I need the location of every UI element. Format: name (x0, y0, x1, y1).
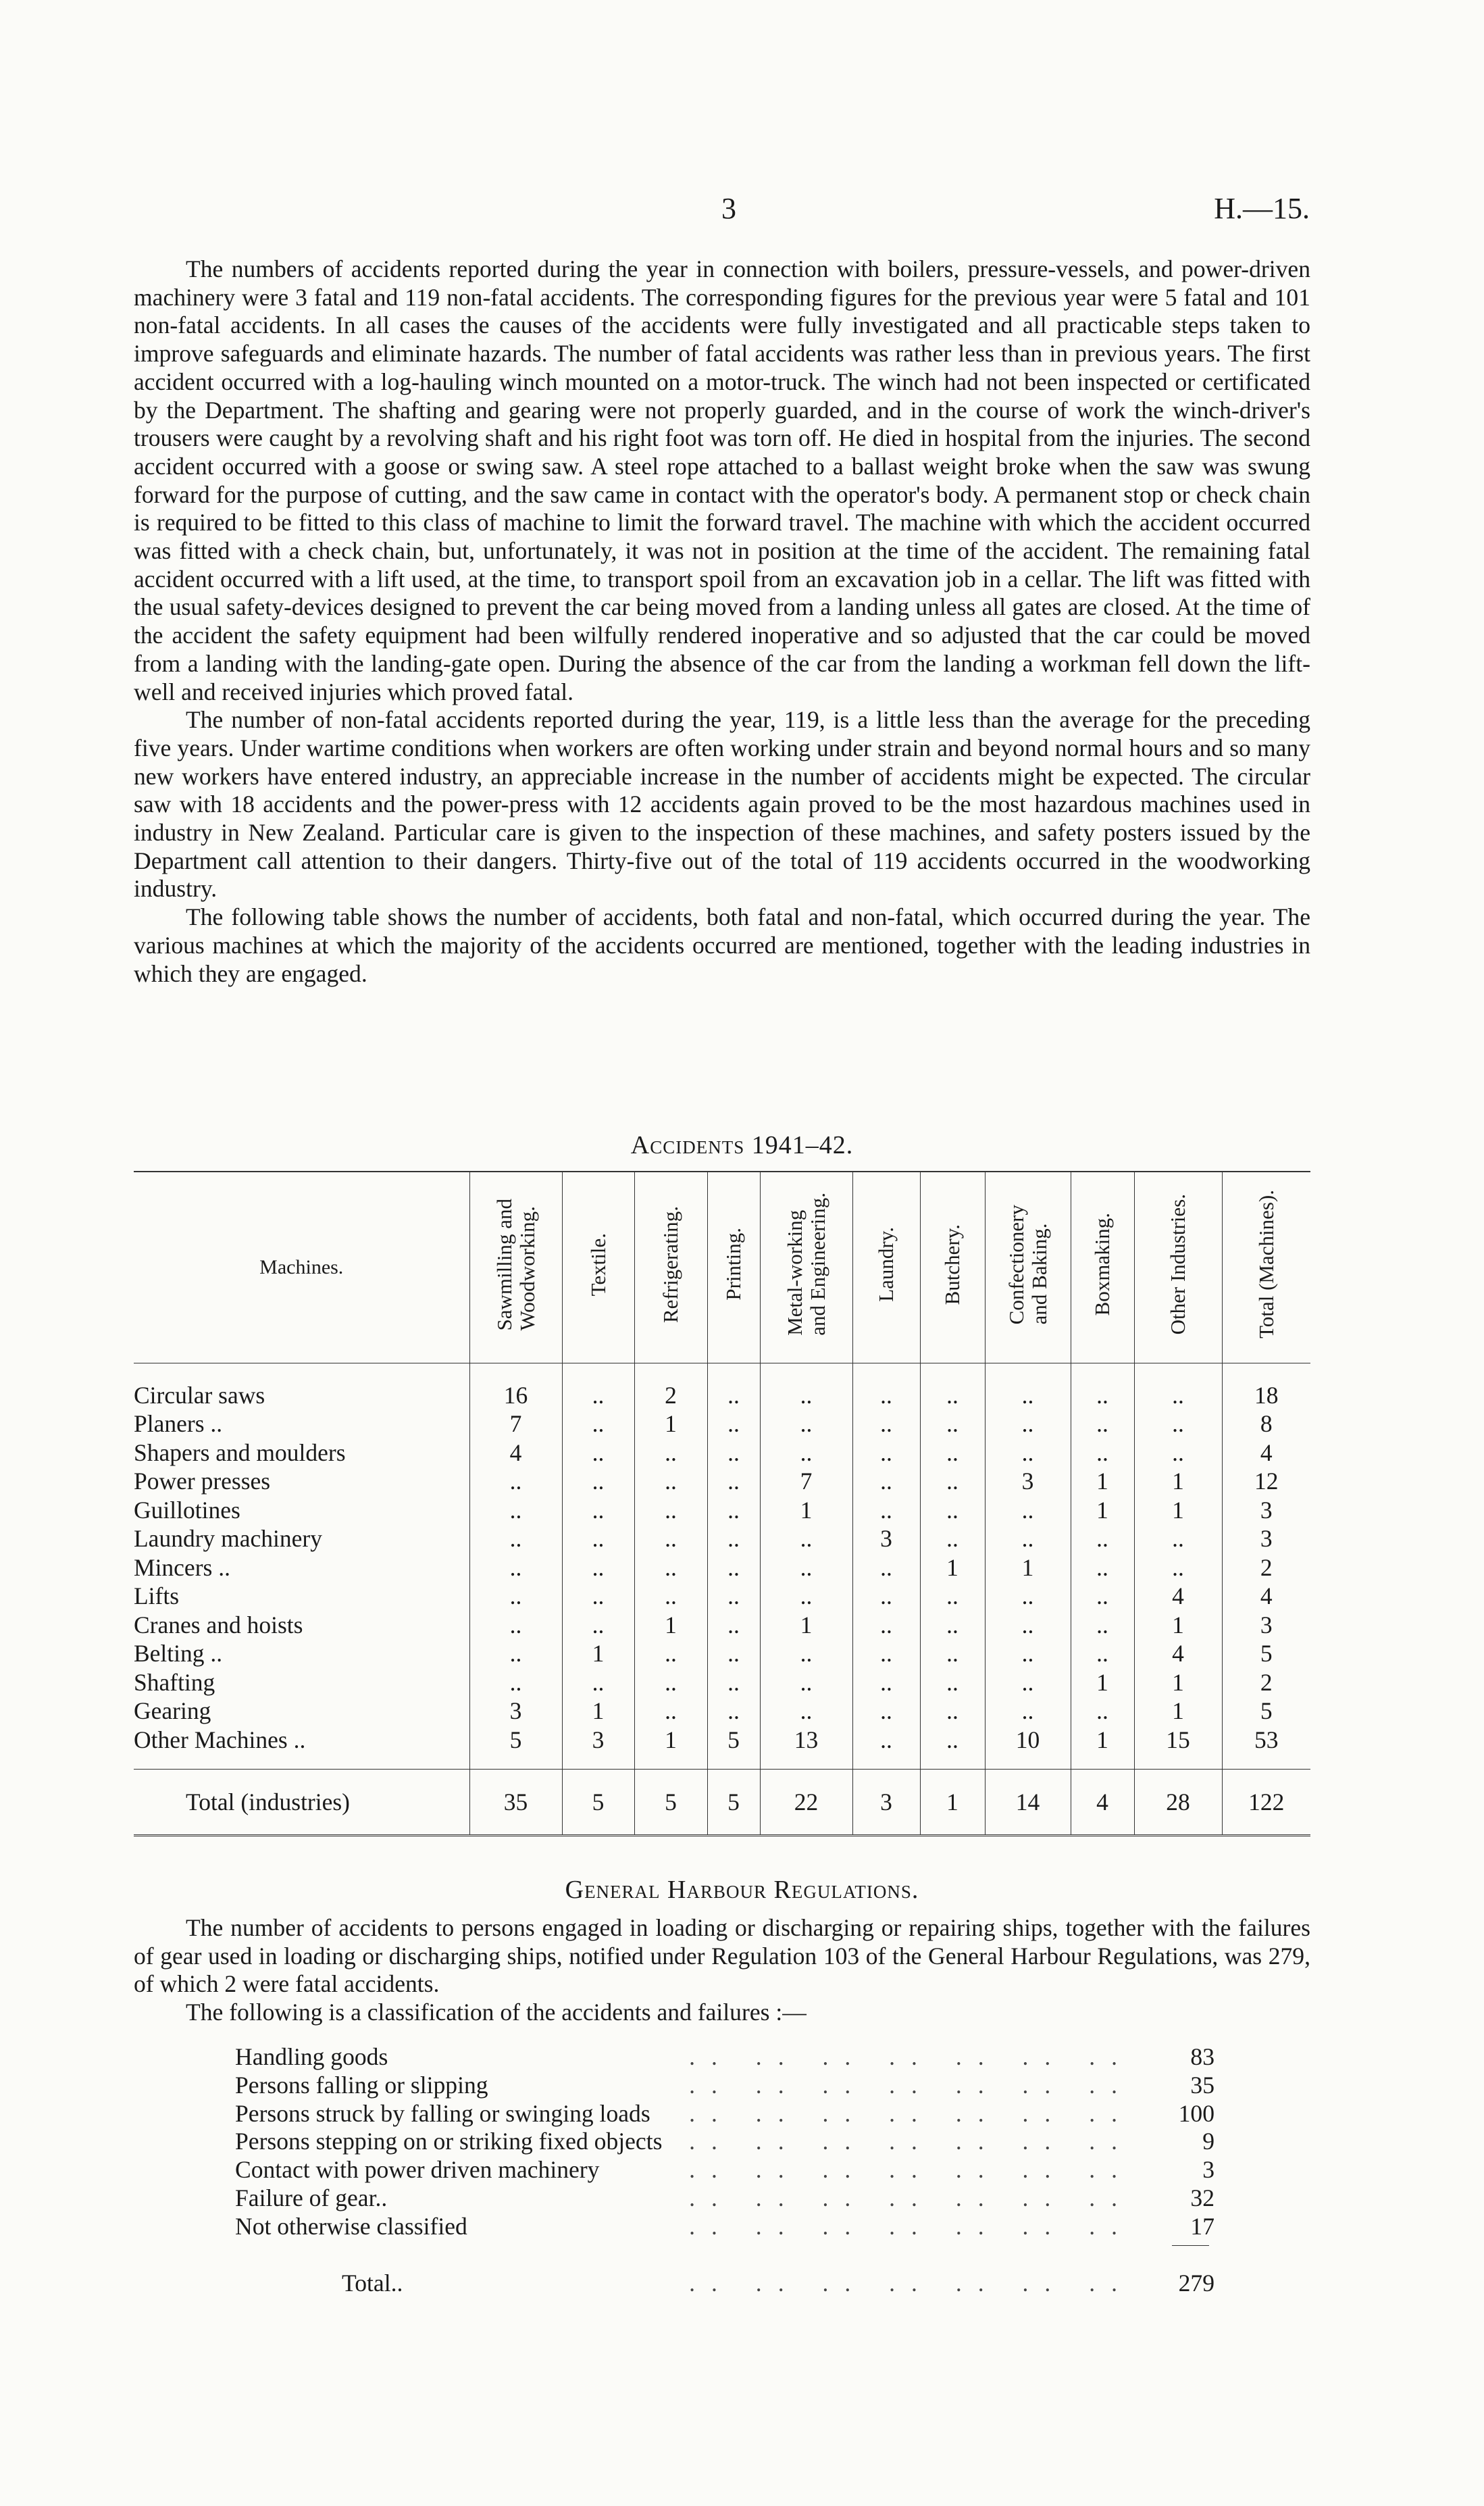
leader-dots: .. .. .. .. .. .. .. (689, 2156, 1133, 2184)
harbour-paragraph: The number of accidents to persons engaged in loading or discharging or repairing ships, together with the failures of gear used in loading or discharging ships, notified under Regulation 103 of the General Harbour Regulations, was 279, of which 2 were fatal accidents. (134, 1914, 1310, 1998)
table-cell: 5 (1222, 1639, 1310, 1668)
classification-value: 32 (1190, 2184, 1214, 2211)
table-cell: 1 (920, 1553, 985, 1582)
leader-dots: .. .. .. .. .. .. .. (689, 2184, 1133, 2211)
classification-item (235, 2155, 1214, 2184)
table-body (134, 1363, 1310, 1770)
report-body (134, 255, 1310, 988)
column-header: Boxmaking. (1071, 1172, 1134, 1363)
machine-label: Laundry machinery (134, 1525, 322, 1553)
table-cell: .. (920, 1409, 985, 1438)
machine-label: Gearing (134, 1697, 211, 1725)
table-cell: .. (985, 1438, 1071, 1468)
table-cell: .. (985, 1409, 1071, 1438)
table-cell: .. (852, 1438, 920, 1468)
table-cell: .. (1134, 1363, 1222, 1409)
machine-label: Shapers and moulders (134, 1438, 346, 1466)
machine-label: Lifts (134, 1582, 180, 1610)
machine-label: Belting .. (134, 1640, 223, 1668)
sum-rule (1172, 2245, 1209, 2246)
table-cell: .. (760, 1668, 852, 1697)
table-cell: .. (562, 1582, 634, 1611)
leader-dots: .. .. .. .. .. .. .. (689, 2043, 1133, 2070)
table-cell: .. (985, 1611, 1071, 1640)
table-cell: 1 (634, 1611, 707, 1640)
table-cell: .. (985, 1363, 1071, 1409)
leader-dots: .. .. .. .. .. .. .. (689, 2099, 1133, 2127)
machine-label: Power presses (134, 1468, 271, 1495)
classification-label: Persons falling or slipping (235, 2071, 495, 2099)
table-cell: 2 (1222, 1668, 1310, 1697)
table-cell: .. (920, 1726, 985, 1770)
table-cell: 1 (1134, 1697, 1222, 1726)
table-row (134, 1409, 1310, 1438)
table-cell: .. (920, 1438, 985, 1468)
table-cell: 1 (1071, 1726, 1134, 1770)
table-cell: .. (852, 1409, 920, 1438)
classification-value: 83 (1190, 2043, 1214, 2070)
leader-dots: .. .. .. .. .. .. .. (689, 2270, 1133, 2297)
classification-label: Contact with power driven machinery (235, 2155, 606, 2184)
table-cell: .. (469, 1582, 562, 1611)
paragraph-fatal-accidents: The numbers of accidents reported during the year in connection with boilers, pressure-vessels, and power-driven machinery were 3 fatal and 119 non-fatal accidents. The corresponding figures for the previous year were 5 fatal and 101 non-fatal accidents. In all cases the causes of the accidents were fully investigated and all practicable steps taken to improve safeguards and eliminate hazards. The number of fatal accidents was rather less than in previous years. The first accident occurred with a log-hauling winch mounted on a motor-truck. The winch had not been inspected or certificated by the Department. The shafting and gearing were not properly guarded, and in the course of work the winch-driver's trousers were caught by a revolving shaft and his right foot was torn off. He died in hospital from the injuries. The second accident occurred with a goose or swing saw. A steel rope attached to a ballast weight broke when the saw was swung forward for the purpose of cutting, and the saw came in contact with the operator's body. A permanent stop or check chain is required to be fitted to this class of machine to limit the forward travel. The machine with which the accident occurred was fitted with a check chain, but, unfortunately, it was not in position at the time of the accident. The remaining fatal accident occurred with a lift used, at the time, to transport spoil from an excavation job in a cellar. The lift was fitted with the usual safety-devices designed to prevent the car being moved from a landing unless all gates are closed. At the time of the accident the safety equipment had been wilfully rendered inoperative and so adjusted that the car could be moved from a landing with the landing-gate open. During the absence of the car from the landing a workman fell down the lift-well and received injuries which proved fatal. (134, 255, 1310, 705)
table-cell: .. (920, 1524, 985, 1553)
table-cell: .. (1071, 1409, 1134, 1438)
table-cell: .. (634, 1553, 707, 1582)
table-cell: 4 (1222, 1438, 1310, 1468)
table-cell: .. (852, 1726, 920, 1770)
table-cell: 4 (1222, 1582, 1310, 1611)
page-number: 3 (721, 192, 736, 225)
column-header: Sawmilling and Woodworking. (469, 1172, 562, 1363)
table-cell: .. (920, 1611, 985, 1640)
table-row (134, 1697, 1310, 1726)
total-label: Total (industries) (134, 1770, 469, 1836)
table-cell: .. (562, 1611, 634, 1640)
table-cell: 7 (469, 1409, 562, 1438)
table-cell: .. (707, 1438, 760, 1468)
column-header: Refrigerating. (634, 1172, 707, 1363)
table-cell: 4 (469, 1438, 562, 1468)
table-cell: .. (562, 1668, 634, 1697)
table-cell: .. (707, 1553, 760, 1582)
table-cell: 3 (1222, 1611, 1310, 1640)
table-cell: 8 (1222, 1409, 1310, 1438)
machine-label: Shafting (134, 1668, 215, 1696)
table-cell: .. (1071, 1611, 1134, 1640)
table-cell: .. (469, 1467, 562, 1496)
table-cell: 53 (1222, 1726, 1310, 1770)
table-cell: .. (562, 1553, 634, 1582)
table-cell: 18 (1222, 1363, 1310, 1409)
table-cell: .. (852, 1467, 920, 1496)
table-cell: 15 (1134, 1726, 1222, 1770)
table-cell: .. (1071, 1639, 1134, 1668)
table-cell: .. (562, 1363, 634, 1409)
table-cell: .. (985, 1524, 1071, 1553)
table-cell: 3 (1222, 1496, 1310, 1525)
total-cell: 14 (985, 1770, 1071, 1836)
classification-label: Not otherwise classified (235, 2212, 474, 2240)
classification-item (235, 2071, 1214, 2099)
table-cell: 4 (1134, 1639, 1222, 1668)
column-header: Confectionery and Baking. (985, 1172, 1071, 1363)
classification-list (235, 2043, 1214, 2240)
table-cell: .. (1071, 1582, 1134, 1611)
table-cell: .. (852, 1496, 920, 1525)
total-cell: 1 (920, 1770, 985, 1836)
table-cell: .. (469, 1611, 562, 1640)
table-cell: 1 (1134, 1467, 1222, 1496)
table-cell: 12 (1222, 1467, 1310, 1496)
leader-dots: .. .. .. .. .. .. .. (689, 2128, 1133, 2155)
total-cell: 3 (852, 1770, 920, 1836)
machines-header: Machines. (134, 1172, 469, 1363)
total-cell: 5 (707, 1770, 760, 1836)
classification-value: 3 (1202, 2156, 1214, 2184)
table-cell: .. (469, 1668, 562, 1697)
table-cell: 1 (1071, 1668, 1134, 1697)
table-row (134, 1553, 1310, 1582)
table-cell: .. (562, 1467, 634, 1496)
table-cell: .. (707, 1611, 760, 1640)
classification-value: 17 (1190, 2212, 1214, 2240)
total-cell: 4 (1071, 1770, 1134, 1836)
machine-label: Circular saws (134, 1381, 265, 1409)
table-cell: .. (920, 1363, 985, 1409)
table-cell: .. (469, 1524, 562, 1553)
table-cell: 1 (1134, 1611, 1222, 1640)
table-cell: 3 (469, 1697, 562, 1726)
classification-label: Persons struck by falling or swinging loads (235, 2099, 657, 2128)
column-header: Total (Machines). (1222, 1172, 1310, 1363)
table-cell: .. (985, 1496, 1071, 1525)
table-cell: .. (707, 1668, 760, 1697)
page-header (0, 191, 1484, 232)
classification-total-value: 279 (1178, 2270, 1214, 2297)
table-row (134, 1582, 1310, 1611)
table-cell: .. (760, 1438, 852, 1468)
table-cell: 1 (760, 1496, 852, 1525)
table-cell: .. (1071, 1438, 1134, 1468)
machine-label: Planers .. (134, 1410, 223, 1438)
table-cell: .. (920, 1697, 985, 1726)
table-cell: 7 (760, 1467, 852, 1496)
table-cell: 2 (634, 1363, 707, 1409)
classification-item (235, 2099, 1214, 2128)
table-cell: 3 (562, 1726, 634, 1770)
table-cell: .. (852, 1697, 920, 1726)
classification-label: Persons stepping on or striking fixed objects (235, 2127, 669, 2155)
harbour-classification-intro: The following is a classification of the accidents and failures :— (186, 1999, 807, 2026)
column-header: Laundry. (852, 1172, 920, 1363)
table-cell: .. (760, 1582, 852, 1611)
table-row (134, 1363, 1310, 1409)
classification-item (235, 2127, 1214, 2155)
table-cell: .. (707, 1697, 760, 1726)
table-cell: 1 (634, 1726, 707, 1770)
leader-dots: .. .. .. .. .. .. .. (689, 2071, 1133, 2099)
table-cell: .. (852, 1363, 920, 1409)
table-cell: 1 (634, 1409, 707, 1438)
table-cell: 3 (985, 1467, 1071, 1496)
table-row (134, 1496, 1310, 1525)
table-cell: .. (852, 1611, 920, 1640)
column-header: Printing. (707, 1172, 760, 1363)
total-cell: 5 (562, 1770, 634, 1836)
table-cell: 1 (1134, 1496, 1222, 1525)
table-row (134, 1524, 1310, 1553)
leader-dots: .. .. .. .. .. .. .. (689, 2212, 1133, 2240)
table-cell: .. (760, 1363, 852, 1409)
table-cell: .. (1134, 1553, 1222, 1582)
table-cell: .. (634, 1582, 707, 1611)
total-cell: 22 (760, 1770, 852, 1836)
total-cell: 5 (634, 1770, 707, 1836)
table-cell: .. (985, 1697, 1071, 1726)
classification-label: Handling goods (235, 2043, 394, 2071)
table-row (134, 1611, 1310, 1640)
table-cell: 1 (1134, 1668, 1222, 1697)
table-cell: .. (920, 1639, 985, 1668)
table-header-row (134, 1172, 1310, 1363)
table-cell: .. (469, 1639, 562, 1668)
table-cell: .. (852, 1668, 920, 1697)
harbour-heading: General Harbour Regulations. (565, 1876, 919, 1904)
total-cell: 35 (469, 1770, 562, 1836)
harbour-text (134, 1914, 1310, 2027)
column-header: Other Industries. (1134, 1172, 1222, 1363)
table-cell: .. (562, 1524, 634, 1553)
table-cell: 1 (985, 1553, 1071, 1582)
table-cell: .. (1071, 1363, 1134, 1409)
table-cell: 3 (1222, 1524, 1310, 1553)
table-cell: .. (1134, 1524, 1222, 1553)
table-cell: .. (1071, 1553, 1134, 1582)
table-row (134, 1438, 1310, 1468)
table-cell: .. (985, 1582, 1071, 1611)
classification-item (235, 2184, 1214, 2212)
table-caption: Accidents 1941–42. (630, 1131, 854, 1159)
table-cell: 5 (1222, 1697, 1310, 1726)
table-cell: .. (562, 1409, 634, 1438)
classification-item (235, 2212, 1214, 2240)
table-cell: .. (985, 1668, 1071, 1697)
table-cell: .. (852, 1582, 920, 1611)
table-cell: .. (562, 1438, 634, 1468)
table-cell: .. (760, 1553, 852, 1582)
table-cell: .. (707, 1409, 760, 1438)
table-cell: .. (852, 1639, 920, 1668)
table-cell: .. (920, 1467, 985, 1496)
table-row (134, 1668, 1310, 1697)
table-cell: .. (469, 1553, 562, 1582)
table-cell: .. (760, 1697, 852, 1726)
table-cell: .. (634, 1697, 707, 1726)
table-cell: 5 (707, 1726, 760, 1770)
table-cell: 1 (562, 1639, 634, 1668)
classification-value: 100 (1178, 2099, 1214, 2127)
table-cell: 10 (985, 1726, 1071, 1770)
classification-value: 9 (1202, 2128, 1214, 2155)
table-cell: .. (634, 1496, 707, 1525)
column-header: Metal-working and Engineering. (760, 1172, 852, 1363)
table-cell: 16 (469, 1363, 562, 1409)
table-row (134, 1726, 1310, 1770)
table-cell: .. (1071, 1697, 1134, 1726)
table-row (134, 1639, 1310, 1668)
machine-label: Cranes and hoists (134, 1611, 303, 1638)
table-cell: .. (707, 1582, 760, 1611)
table-cell: .. (760, 1639, 852, 1668)
table-row (134, 1467, 1310, 1496)
table-cell: .. (634, 1668, 707, 1697)
table-cell: .. (760, 1524, 852, 1553)
paragraph-non-fatal-accidents: The number of non-fatal accidents reported during the year, 119, is a little less than the average for the preceding five years. Under wartime conditions when workers are often working under strain and beyond normal hours and so many new workers have entered industry, an appreciable increase in the number of accidents might be expected. The circular saw with 18 accidents and the power-press with 12 accidents again proved to be the most hazardous machines used in industry in New Zealand. Particular care is given to the inspection of these machines, and safety posters issued by the Department call attention to their dangers. Thirty-five out of the total of 119 accidents occurred in the woodworking industry. (134, 706, 1310, 903)
classification-total (235, 2269, 1214, 2297)
table-cell: .. (852, 1553, 920, 1582)
table-cell: 1 (1071, 1467, 1134, 1496)
table-cell: .. (707, 1467, 760, 1496)
table-cell: 4 (1134, 1582, 1222, 1611)
table-cell: .. (707, 1496, 760, 1525)
table-cell: .. (707, 1639, 760, 1668)
classification-item (235, 2043, 1214, 2071)
machine-label: Other Machines .. (134, 1726, 306, 1753)
classification-total-label: Total.. (342, 2270, 403, 2297)
table-cell: .. (469, 1496, 562, 1525)
table-cell: .. (1134, 1438, 1222, 1468)
total-row (134, 1770, 1310, 1836)
table-cell: .. (920, 1582, 985, 1611)
table-cell: .. (985, 1639, 1071, 1668)
table-cell: 5 (469, 1726, 562, 1770)
column-header: Textile. (562, 1172, 634, 1363)
document-reference: H.—15. (1214, 192, 1310, 225)
table-cell: .. (634, 1438, 707, 1468)
table-cell: 13 (760, 1726, 852, 1770)
column-header: Butchery. (920, 1172, 985, 1363)
table-cell: 1 (562, 1697, 634, 1726)
accidents-table (134, 1171, 1310, 1836)
classification-value: 35 (1190, 2071, 1214, 2099)
table-cell: 1 (1071, 1496, 1134, 1525)
table-cell: .. (760, 1409, 852, 1438)
table-cell: .. (707, 1363, 760, 1409)
table-cell: 1 (760, 1611, 852, 1640)
total-cell: 28 (1134, 1770, 1222, 1836)
machine-label: Mincers .. (134, 1553, 230, 1581)
table-cell: .. (634, 1524, 707, 1553)
table-cell: .. (920, 1496, 985, 1525)
machine-label: Guillotines (134, 1496, 240, 1524)
table-cell: 3 (852, 1524, 920, 1553)
table-cell: .. (1134, 1409, 1222, 1438)
classification-label: Failure of gear.. (235, 2184, 394, 2212)
total-cell: 122 (1222, 1770, 1310, 1836)
table-cell: .. (707, 1524, 760, 1553)
table-cell: .. (1071, 1524, 1134, 1553)
table-cell: .. (920, 1668, 985, 1697)
table-cell: .. (562, 1496, 634, 1525)
table-cell: .. (634, 1639, 707, 1668)
table-cell: 2 (1222, 1553, 1310, 1582)
table-cell: .. (634, 1467, 707, 1496)
paragraph-table-intro: The following table shows the number of accidents, both fatal and non-fatal, which occurred during the year. The various machines at which the majority of the accidents occurred are mentioned, together with the leading industries in which they are engaged. (134, 903, 1310, 987)
